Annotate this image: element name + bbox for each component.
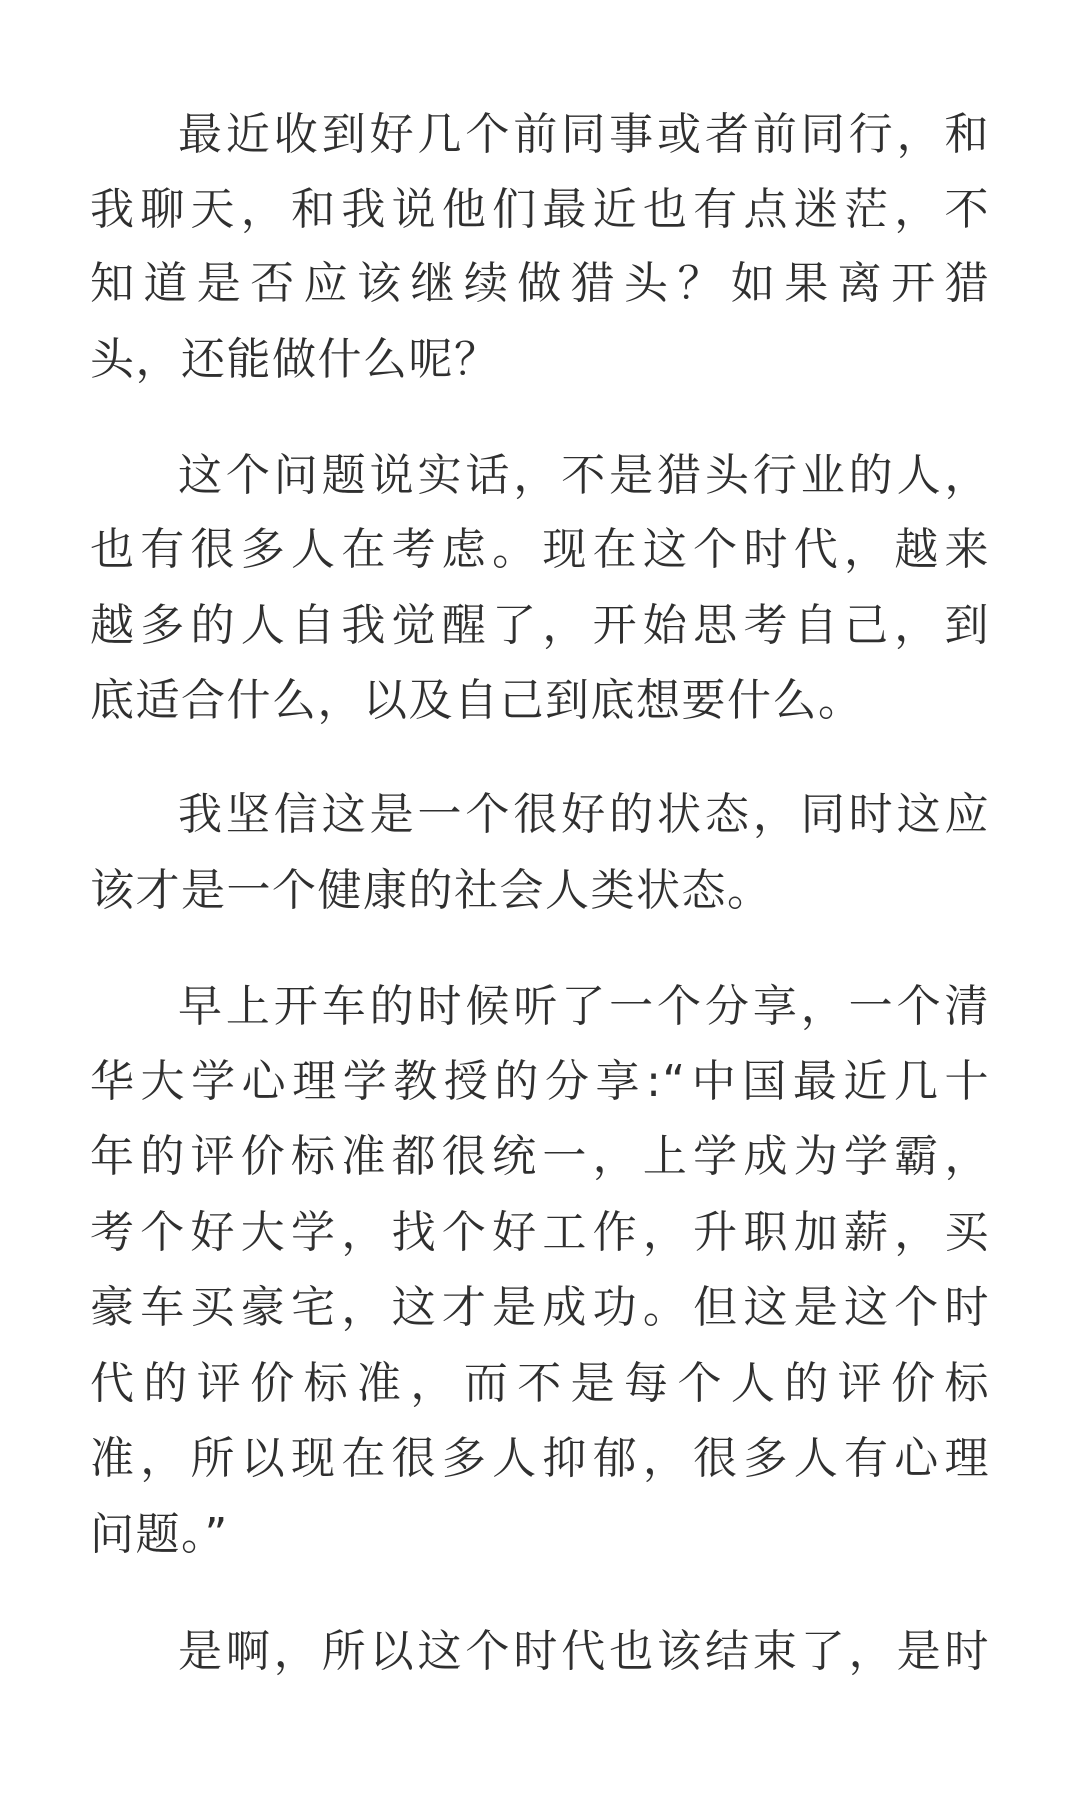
text-line: 年的评价标准都很统一，上学成为学霸， [90,1131,990,1182]
text-line: 越多的人自我觉醒了，开始思考自己，到 [90,600,990,651]
text-line: 早上开车的时候听了一个分享，一个清 [178,981,990,1032]
text-line: 这个问题说实话，不是猎头行业的人， [178,450,990,501]
text-line: 华大学心理学教授的分享:“中国最近几十 [90,1056,990,1107]
text-line: 我聊天，和我说他们最近也有点迷茫，不 [90,184,990,235]
text-line: 准，所以现在很多人抑郁，很多人有心理 [90,1433,990,1484]
text-line: 代的评价标准，而不是每个人的评价标 [90,1358,990,1409]
text-line: 头，还能做什么呢？ [90,334,500,385]
text-line: 该才是一个健康的社会人类状态。 [90,865,773,916]
text-line: 我坚信这是一个很好的状态，同时这应 [178,789,990,840]
text-line: 问题。” [90,1509,229,1560]
text-line: 也有很多人在考虑。现在这个时代，越来 [90,524,990,575]
text-line: 豪车买豪宅，这才是成功。但这是这个时 [90,1282,990,1333]
text-line: 是啊，所以这个时代也该结束了，是时 [178,1626,990,1677]
text-line: 知道是否应该继续做猎头？如果离开猎 [90,258,990,309]
text-line: 考个好大学，找个好工作，升职加薪，买 [90,1207,990,1258]
text-line: 最近收到好几个前同事或者前同行，和 [178,109,990,160]
text-line: 底适合什么，以及自己到底想要什么。 [90,675,864,726]
